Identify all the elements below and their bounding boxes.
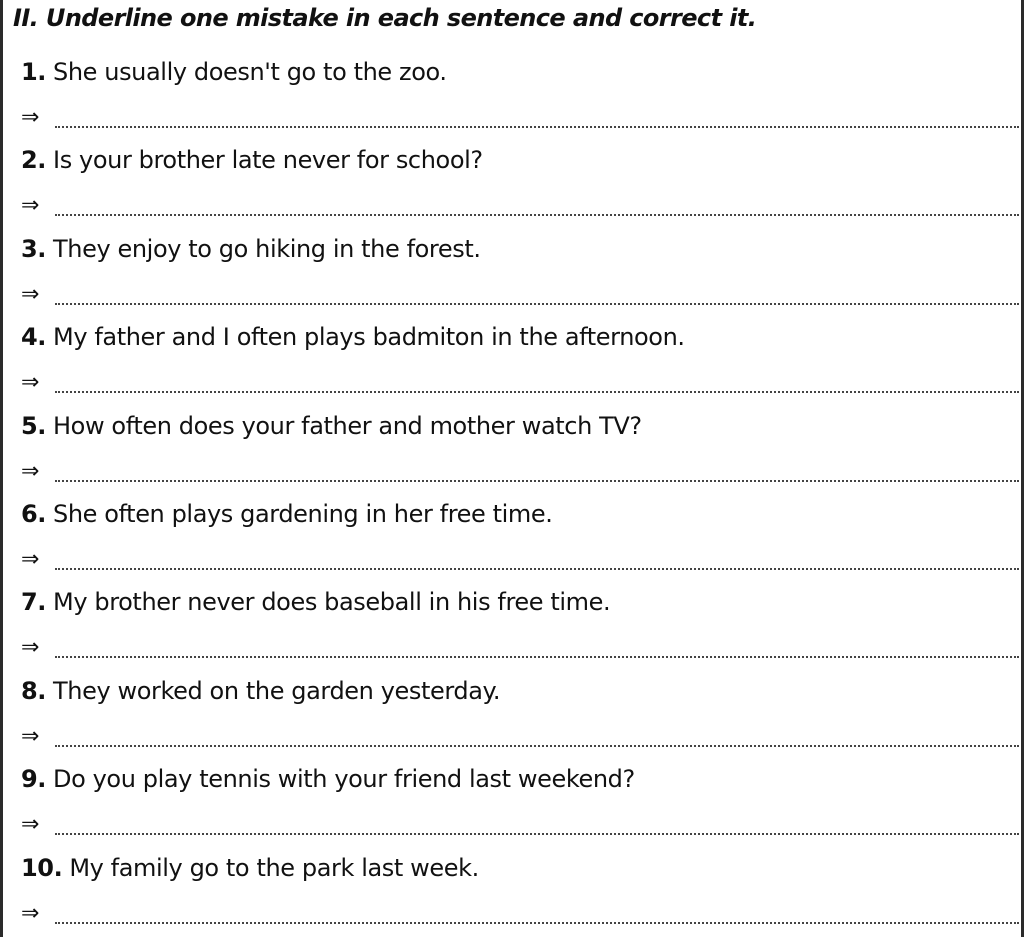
sentence-text: She usually doesn't go to the zoo. xyxy=(53,58,447,86)
sentence-text: She often plays gardening in her free time. xyxy=(53,499,553,528)
answer-arrow-icon: ⇒ xyxy=(21,723,40,749)
answer-line-7[interactable] xyxy=(55,656,1019,658)
item-number: 9. xyxy=(21,765,47,794)
answer-line-10[interactable] xyxy=(55,922,1019,924)
answer-line-8[interactable] xyxy=(55,745,1019,747)
sentence-text: My brother never does baseball in his free time. xyxy=(53,588,611,617)
sentence-9 xyxy=(21,759,635,799)
item-number: 5. xyxy=(21,411,47,440)
answer-row-6 xyxy=(21,544,1019,578)
answer-row-3 xyxy=(21,279,1019,313)
sentence-5 xyxy=(21,406,642,446)
answer-row-2 xyxy=(21,190,1019,224)
answer-line-6[interactable] xyxy=(55,568,1019,570)
item-number: 7. xyxy=(21,588,47,617)
answer-row-7 xyxy=(21,632,1019,666)
exercise-item-5 xyxy=(3,406,1021,494)
answer-row-1 xyxy=(21,102,1019,136)
sentence-text: My father and I often plays badmiton in the afternoon. xyxy=(53,323,685,352)
sentence-2 xyxy=(21,140,483,180)
item-number: 1. xyxy=(21,58,47,86)
item-number: 2. xyxy=(21,146,47,175)
answer-line-3[interactable] xyxy=(55,303,1019,305)
item-number: 6. xyxy=(21,499,47,528)
sentence-1 xyxy=(21,52,447,92)
answer-arrow-icon: ⇒ xyxy=(21,105,40,130)
sentence-4 xyxy=(21,317,685,357)
answer-line-1[interactable] xyxy=(55,126,1019,128)
answer-arrow-icon: ⇒ xyxy=(21,812,40,838)
answer-arrow-icon: ⇒ xyxy=(21,635,40,661)
item-number: 8. xyxy=(21,676,47,705)
exercise-item-8 xyxy=(3,671,1021,759)
exercise-item-9 xyxy=(3,759,1021,847)
sentence-6 xyxy=(21,494,552,534)
sentence-text: Do you play tennis with your friend last weekend? xyxy=(53,765,635,794)
answer-row-10 xyxy=(21,898,1019,932)
answer-line-2[interactable] xyxy=(55,214,1019,216)
answer-row-8 xyxy=(21,721,1019,755)
answer-arrow-icon: ⇒ xyxy=(21,281,40,307)
item-number: 4. xyxy=(21,323,47,352)
sentence-text: Is your brother late never for school? xyxy=(53,146,483,175)
answer-arrow-icon: ⇒ xyxy=(21,193,40,219)
exercise-item-7 xyxy=(3,582,1021,670)
sentence-text: They enjoy to go hiking in the forest. xyxy=(53,234,481,263)
answer-arrow-icon: ⇒ xyxy=(21,458,40,484)
answer-line-4[interactable] xyxy=(55,391,1019,393)
answer-line-5[interactable] xyxy=(55,480,1019,482)
answer-arrow-icon: ⇒ xyxy=(21,370,40,396)
exercise-list xyxy=(3,52,1021,936)
sentence-text: They worked on the garden yesterday. xyxy=(53,676,501,705)
exercise-item-10 xyxy=(3,848,1021,936)
sentence-3 xyxy=(21,229,481,269)
answer-row-9 xyxy=(21,809,1019,843)
answer-line-9[interactable] xyxy=(55,833,1019,835)
sentence-8 xyxy=(21,671,500,711)
answer-row-5 xyxy=(21,456,1019,490)
item-number: 3. xyxy=(21,234,47,263)
exercise-item-3 xyxy=(3,229,1021,317)
answer-arrow-icon: ⇒ xyxy=(21,900,40,926)
item-number: 10. xyxy=(21,853,63,882)
exercise-item-4 xyxy=(3,317,1021,405)
sentence-text: How often does your father and mother watch TV? xyxy=(53,411,642,440)
sentence-text: My family go to the park last week. xyxy=(69,853,479,882)
sentence-7 xyxy=(21,582,610,622)
sentence-10 xyxy=(21,848,479,888)
exercise-title: II. Underline one mistake in each sentence and correct it. xyxy=(13,4,757,32)
exercise-item-1 xyxy=(3,52,1021,140)
answer-row-4 xyxy=(21,367,1019,401)
answer-arrow-icon: ⇒ xyxy=(21,546,40,572)
exercise-item-2 xyxy=(3,140,1021,228)
exercise-item-6 xyxy=(3,494,1021,582)
